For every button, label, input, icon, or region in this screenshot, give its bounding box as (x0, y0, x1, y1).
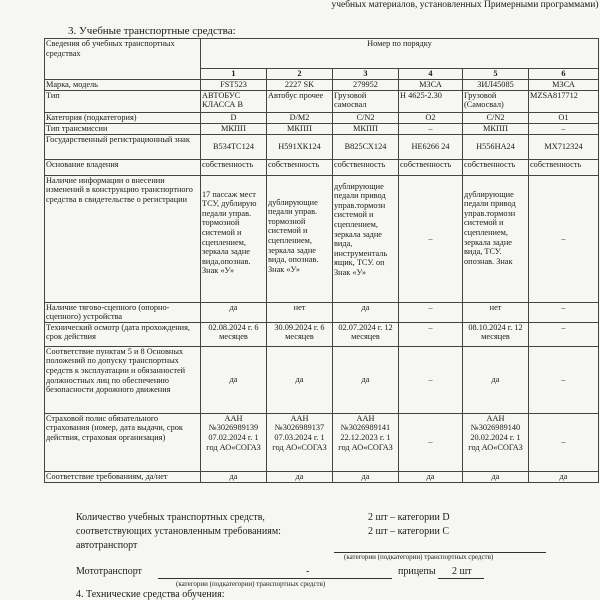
table-cell: FST523 (201, 79, 267, 90)
table-cell: Грузовой самосвал (333, 90, 399, 112)
table-row (45, 322, 599, 346)
table-cell: – (529, 346, 599, 413)
table-row (45, 346, 599, 413)
row-label: Соответствие пунктам 5 и 8 Основных положений по допуску транспортных средств к эксплуатации и обязанностей должностных лиц по обеспечению безопасности дорожного движения (45, 346, 201, 413)
table-cell: C/N2 (463, 112, 529, 123)
table-cell: да (201, 346, 267, 413)
table-cell: НЕ6266 24 (399, 134, 463, 159)
table-row (45, 134, 599, 159)
table-cell: АВТОБУС КЛАССА В (201, 90, 267, 112)
table-cell: D/M2 (267, 112, 333, 123)
table-cell: В825СХ124 (333, 134, 399, 159)
table-cell: – (399, 123, 463, 134)
trailer-underline (438, 578, 484, 579)
col-number: 5 (463, 69, 529, 80)
moto-label: Мототранспорт (76, 566, 142, 577)
table-cell: 2227 SK (267, 79, 333, 90)
table-row (45, 159, 599, 175)
table-cell: D (201, 112, 267, 123)
header-left-cell (45, 39, 201, 80)
table-cell: O2 (399, 112, 463, 123)
table-cell: – (399, 322, 463, 346)
table-row (45, 302, 599, 322)
table-cell: нет (463, 302, 529, 322)
table-cell: ААН №3026989137 07.03.2024 г. 1 год АО«СОГАЗ (267, 413, 333, 471)
table-row (45, 471, 599, 482)
table-cell: да (267, 346, 333, 413)
table-cell: MZSA817712 (529, 90, 599, 112)
table-row (45, 175, 599, 302)
table-cell: собственность (201, 159, 267, 175)
row-label: Страховой полис обязательного страхования (номер, дата выдачи, срок действия, страховая организация) (45, 413, 201, 471)
table-row (45, 90, 599, 112)
table-cell: 02.08.2024 г. 6 месяцев (201, 322, 267, 346)
table-row (45, 123, 599, 134)
table-cell: да (201, 471, 267, 482)
table-cell: собственность (399, 159, 463, 175)
table-cell: МЗСА (529, 79, 599, 90)
moto-underline (158, 578, 392, 579)
table-cell: МХ712324 (529, 134, 599, 159)
moto-caption: (категории (подкатегории) транспортных средств) (176, 580, 326, 588)
category-caption: (категории (подкатегории) транспортных средств) (344, 553, 494, 561)
summary-value-d: 2 шт – категории D (368, 512, 450, 523)
table-cell: дублирующие педали привод управ.тормозн системой и сцеплением, зеркала задне вида, ТСУ. опознав. Знак (463, 175, 529, 302)
summary-line3: автотранспорт (76, 540, 138, 551)
vehicles-table (44, 38, 599, 483)
table-cell: да (529, 471, 599, 482)
table-cell: да (201, 302, 267, 322)
table-cell: – (529, 175, 599, 302)
table-cell: нет (267, 302, 333, 322)
row-label: Наличие информации о внесении изменений в конструкцию транспортного средства в свидетельстве о регистрации (45, 175, 201, 302)
table-cell: ААН №3026989139 07.02.2024 г. 1 год АО«СОГАЗ (201, 413, 267, 471)
row-label: Тип трансмиссии (45, 123, 201, 134)
table-row (45, 413, 599, 471)
table-cell: да (267, 471, 333, 482)
table-cell: да (399, 471, 463, 482)
next-section-title: 4. Технические средства обучения: (76, 589, 225, 600)
table-cell: да (333, 471, 399, 482)
table-cell: дублирующие педали привод управ.тормозн системой и сцеплением, зеркала задне вида, инструменталь ящик, ТСУ. оп Знак «У» (333, 175, 399, 302)
section-title: 3. Учебные транспортные средства: (68, 25, 236, 37)
table-row (45, 79, 599, 90)
table-cell: – (399, 413, 463, 471)
header-right-cell (201, 39, 599, 69)
summary-line2: соответствующих установленным требованиям: (76, 526, 281, 537)
table-cell: да (333, 302, 399, 322)
row-label: Тип (45, 90, 201, 112)
table-cell: МКПП (201, 123, 267, 134)
table-cell: – (399, 346, 463, 413)
row-label: Марка, модель (45, 79, 201, 90)
table-cell: ААН №3026989141 22.12.2023 г. 1 год АО«СОГАЗ (333, 413, 399, 471)
table-cell: 17 пассаж мест ТСУ, дублирую педали управ. тормозной системой и сцеплением, зеркала задне вида,опознав. Знак «У» (201, 175, 267, 302)
table-cell: МКПП (333, 123, 399, 134)
table-cell: собственность (463, 159, 529, 175)
col-number: 4 (399, 69, 463, 80)
table-cell: O1 (529, 112, 599, 123)
table-cell: МКПП (267, 123, 333, 134)
row-label: Наличие тягово-сцепного (опорно-сцепного) устройства (45, 302, 201, 322)
trailer-label: прицепы (398, 566, 436, 577)
table-row (45, 112, 599, 123)
row-label: Соответствие требованиям, да/нет (45, 471, 201, 482)
table-cell: C/N2 (333, 112, 399, 123)
table-cell: 02.07.2024 г. 12 месяцев (333, 322, 399, 346)
col-number: 1 (201, 69, 267, 80)
table-cell: 279952 (333, 79, 399, 90)
table-cell: собственность (267, 159, 333, 175)
trailer-value: 2 шт (452, 566, 472, 577)
table-cell: – (529, 123, 599, 134)
summary-value-c: 2 шт – категории С (368, 526, 449, 537)
table-cell: да (463, 471, 529, 482)
table-cell: да (333, 346, 399, 413)
top-continuation-text: учебных материалов, установленных Примерными программами) (331, 0, 599, 10)
table-cell: ААН №3026989140 20.02.2024 г. 1 год АО«СОГАЗ (463, 413, 529, 471)
table-cell: Н 4625-2.30 (399, 90, 463, 112)
table-cell: 08.10.2024 г. 12 месяцев (463, 322, 529, 346)
table-cell: – (399, 175, 463, 302)
table-cell: собственность (333, 159, 399, 175)
table-cell: Автобус прочее (267, 90, 333, 112)
moto-value: - (306, 566, 310, 577)
table-cell: 30.09.2024 г. 6 месяцев (267, 322, 333, 346)
table-cell: да (463, 346, 529, 413)
table-cell: Н556НА24 (463, 134, 529, 159)
table-cell: Грузовой (Самосвал) (463, 90, 529, 112)
header-left-text: Сведения об учебных транспортных средствах (46, 39, 175, 58)
row-label: Государственный регистрационный знак (45, 134, 201, 159)
table-cell: – (529, 413, 599, 471)
col-number: 6 (529, 69, 599, 80)
table-cell: МКПП (463, 123, 529, 134)
row-label: Основание владения (45, 159, 201, 175)
col-number: 2 (267, 69, 333, 80)
table-cell: собственность (529, 159, 599, 175)
table-cell: В534ТС124 (201, 134, 267, 159)
table-cell: – (529, 322, 599, 346)
table-cell: – (399, 302, 463, 322)
row-label: Технический осмотр (дата прохождения, срок действия (45, 322, 201, 346)
table-cell: Н591ХК124 (267, 134, 333, 159)
table-cell: – (529, 302, 599, 322)
row-label: Категория (подкатегория) (45, 112, 201, 123)
table-cell: МЗСА (399, 79, 463, 90)
table-cell: ЗИЛ45085 (463, 79, 529, 90)
summary-line1: Количество учебных транспортных средств, (76, 512, 265, 523)
table-cell: дублирующие педали управ. тормозной системой и сцеплением, зеркала задне вида, опознав. Знак «У» (267, 175, 333, 302)
col-number: 3 (333, 69, 399, 80)
header-right-text: Номер по порядку (367, 39, 432, 48)
